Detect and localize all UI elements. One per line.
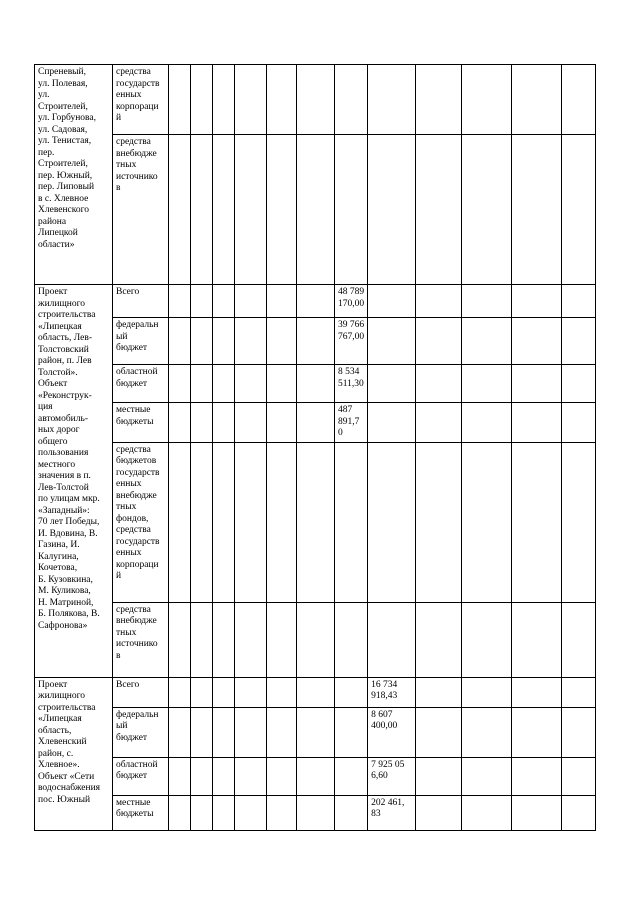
empty-cell — [267, 442, 297, 602]
empty-cell — [213, 602, 235, 677]
empty-cell — [191, 602, 213, 677]
empty-cell — [267, 365, 297, 403]
funding-source-cell: средства внебюдже тных источнико в — [113, 602, 169, 677]
empty-cell — [235, 318, 267, 365]
empty-cell — [512, 318, 562, 365]
table-body — [35, 65, 596, 831]
empty-cell — [213, 285, 235, 318]
empty-cell — [297, 707, 335, 757]
empty-cell — [267, 677, 297, 707]
empty-cell — [462, 757, 512, 795]
empty-cell — [213, 707, 235, 757]
amount-cell: 202 461, 83 — [368, 795, 416, 830]
amount-cell: 39 766 767,00 — [335, 318, 368, 365]
empty-cell — [462, 677, 512, 707]
empty-cell — [368, 135, 416, 285]
project-name-cell: Проект жилищного строительства «Липецкая область, Лев- Толстовский район, п. Лев Толстой». Объект «Реконструк- ция автомобиль- ных дорог общего пользования местного значения в п. Лев-Толстой по улицам мкр. «Западный»: 70 лет Победы, И. Вдовина, В. Газина, И. Калугина, Кочетова, Б. Кузовкина, М. Куликова, Н. Матриной, Б. Полякова, В. Сафронова» — [35, 285, 113, 678]
funding-source-cell: федеральн ый бюджет — [113, 707, 169, 757]
empty-cell — [462, 65, 512, 135]
empty-cell — [213, 795, 235, 830]
empty-cell — [416, 65, 462, 135]
empty-cell — [235, 365, 267, 403]
empty-cell — [297, 65, 335, 135]
empty-cell — [191, 795, 213, 830]
empty-cell — [562, 403, 596, 443]
empty-cell — [235, 135, 267, 285]
empty-cell — [297, 318, 335, 365]
empty-cell — [416, 677, 462, 707]
empty-cell — [213, 442, 235, 602]
empty-cell — [368, 442, 416, 602]
empty-cell — [416, 442, 462, 602]
empty-cell — [169, 757, 191, 795]
empty-cell — [191, 285, 213, 318]
empty-cell — [213, 677, 235, 707]
funding-source-cell: средства бюджетов государств енных внебюдже тных фондов, средства государств енных корпораци й — [113, 442, 169, 602]
empty-cell — [562, 65, 596, 135]
funding-source-cell: Всего — [113, 677, 169, 707]
empty-cell — [267, 318, 297, 365]
empty-cell — [235, 602, 267, 677]
empty-cell — [235, 442, 267, 602]
empty-cell — [512, 707, 562, 757]
empty-cell — [562, 795, 596, 830]
empty-cell — [213, 403, 235, 443]
empty-cell — [169, 365, 191, 403]
empty-cell — [335, 795, 368, 830]
empty-cell — [235, 677, 267, 707]
empty-cell — [416, 135, 462, 285]
empty-cell — [512, 65, 562, 135]
empty-cell — [191, 65, 213, 135]
table-row — [35, 602, 596, 677]
table-row — [35, 365, 596, 403]
empty-cell — [235, 707, 267, 757]
funding-source-cell: средства внебюдже тных источнико в — [113, 135, 169, 285]
empty-cell — [462, 365, 512, 403]
funding-source-cell: средства государств енных корпораци й — [113, 65, 169, 135]
empty-cell — [213, 757, 235, 795]
project-name-cell: Спреневый, ул. Полевая, ул. Строителей, ул. Горбунова, ул. Садовая, ул. Тенистая, пер. Строителей, пер. Южный, пер. Липовый в с. Хлевное Хлевенского района Липецкой области» — [35, 65, 113, 285]
empty-cell — [368, 285, 416, 318]
amount-cell: 8 534 511,30 — [335, 365, 368, 403]
empty-cell — [416, 602, 462, 677]
amount-cell: 16 734 918,43 — [368, 677, 416, 707]
empty-cell — [267, 602, 297, 677]
empty-cell — [267, 707, 297, 757]
empty-cell — [335, 757, 368, 795]
empty-cell — [169, 65, 191, 135]
empty-cell — [169, 442, 191, 602]
empty-cell — [169, 795, 191, 830]
table-row — [35, 795, 596, 830]
empty-cell — [562, 135, 596, 285]
empty-cell — [368, 403, 416, 443]
empty-cell — [335, 602, 368, 677]
empty-cell — [297, 285, 335, 318]
empty-cell — [235, 285, 267, 318]
empty-cell — [462, 285, 512, 318]
empty-cell — [169, 602, 191, 677]
empty-cell — [512, 365, 562, 403]
funding-source-cell: федеральн ый бюджет — [113, 318, 169, 365]
funding-source-cell: местные бюджеты — [113, 795, 169, 830]
empty-cell — [562, 757, 596, 795]
empty-cell — [267, 757, 297, 795]
empty-cell — [416, 707, 462, 757]
empty-cell — [562, 318, 596, 365]
table-row — [35, 707, 596, 757]
empty-cell — [235, 403, 267, 443]
empty-cell — [462, 795, 512, 830]
empty-cell — [297, 602, 335, 677]
empty-cell — [297, 795, 335, 830]
empty-cell — [512, 285, 562, 318]
empty-cell — [562, 285, 596, 318]
empty-cell — [267, 135, 297, 285]
empty-cell — [169, 403, 191, 443]
table-row — [35, 318, 596, 365]
empty-cell — [169, 677, 191, 707]
table-row — [35, 442, 596, 602]
empty-cell — [512, 602, 562, 677]
empty-cell — [191, 677, 213, 707]
empty-cell — [335, 135, 368, 285]
empty-cell — [416, 403, 462, 443]
table-row — [35, 285, 596, 318]
empty-cell — [562, 602, 596, 677]
empty-cell — [297, 135, 335, 285]
empty-cell — [512, 403, 562, 443]
empty-cell — [335, 677, 368, 707]
empty-cell — [462, 403, 512, 443]
empty-cell — [213, 135, 235, 285]
empty-cell — [562, 707, 596, 757]
empty-cell — [562, 442, 596, 602]
empty-cell — [191, 442, 213, 602]
table-row — [35, 677, 596, 707]
empty-cell — [512, 677, 562, 707]
empty-cell — [191, 403, 213, 443]
empty-cell — [416, 318, 462, 365]
funding-source-cell: областной бюджет — [113, 365, 169, 403]
empty-cell — [267, 285, 297, 318]
empty-cell — [297, 365, 335, 403]
empty-cell — [191, 707, 213, 757]
empty-cell — [512, 757, 562, 795]
empty-cell — [335, 442, 368, 602]
empty-cell — [169, 285, 191, 318]
funding-source-cell: местные бюджеты — [113, 403, 169, 443]
empty-cell — [368, 65, 416, 135]
empty-cell — [416, 365, 462, 403]
amount-cell: 7 925 05 6,60 — [368, 757, 416, 795]
empty-cell — [462, 442, 512, 602]
empty-cell — [512, 795, 562, 830]
empty-cell — [191, 318, 213, 365]
empty-cell — [368, 365, 416, 403]
empty-cell — [267, 795, 297, 830]
empty-cell — [368, 602, 416, 677]
funding-source-cell: Всего — [113, 285, 169, 318]
empty-cell — [235, 65, 267, 135]
budget-table — [34, 64, 596, 831]
table-row — [35, 403, 596, 443]
empty-cell — [169, 135, 191, 285]
empty-cell — [562, 677, 596, 707]
funding-source-cell: областной бюджет — [113, 757, 169, 795]
empty-cell — [213, 318, 235, 365]
empty-cell — [213, 65, 235, 135]
empty-cell — [335, 65, 368, 135]
table-row — [35, 135, 596, 285]
empty-cell — [462, 135, 512, 285]
empty-cell — [169, 707, 191, 757]
empty-cell — [562, 365, 596, 403]
empty-cell — [267, 65, 297, 135]
empty-cell — [191, 757, 213, 795]
empty-cell — [335, 707, 368, 757]
empty-cell — [191, 135, 213, 285]
empty-cell — [267, 403, 297, 443]
empty-cell — [368, 318, 416, 365]
empty-cell — [462, 707, 512, 757]
table-row — [35, 757, 596, 795]
amount-cell: 487 891,7 0 — [335, 403, 368, 443]
empty-cell — [169, 318, 191, 365]
empty-cell — [297, 403, 335, 443]
empty-cell — [235, 757, 267, 795]
empty-cell — [235, 795, 267, 830]
empty-cell — [297, 442, 335, 602]
project-name-cell: Проект жилищного строительства «Липецкая область, Хлевенский район, с. Хлевное». Объект «Сети водоснабжения пос. Южный — [35, 677, 113, 830]
empty-cell — [297, 677, 335, 707]
empty-cell — [416, 795, 462, 830]
amount-cell: 8 607 400,00 — [368, 707, 416, 757]
empty-cell — [416, 285, 462, 318]
empty-cell — [462, 602, 512, 677]
amount-cell: 48 789 170,00 — [335, 285, 368, 318]
empty-cell — [512, 442, 562, 602]
empty-cell — [462, 318, 512, 365]
table-row — [35, 65, 596, 135]
empty-cell — [297, 757, 335, 795]
empty-cell — [213, 365, 235, 403]
empty-cell — [512, 135, 562, 285]
empty-cell — [191, 365, 213, 403]
empty-cell — [416, 757, 462, 795]
